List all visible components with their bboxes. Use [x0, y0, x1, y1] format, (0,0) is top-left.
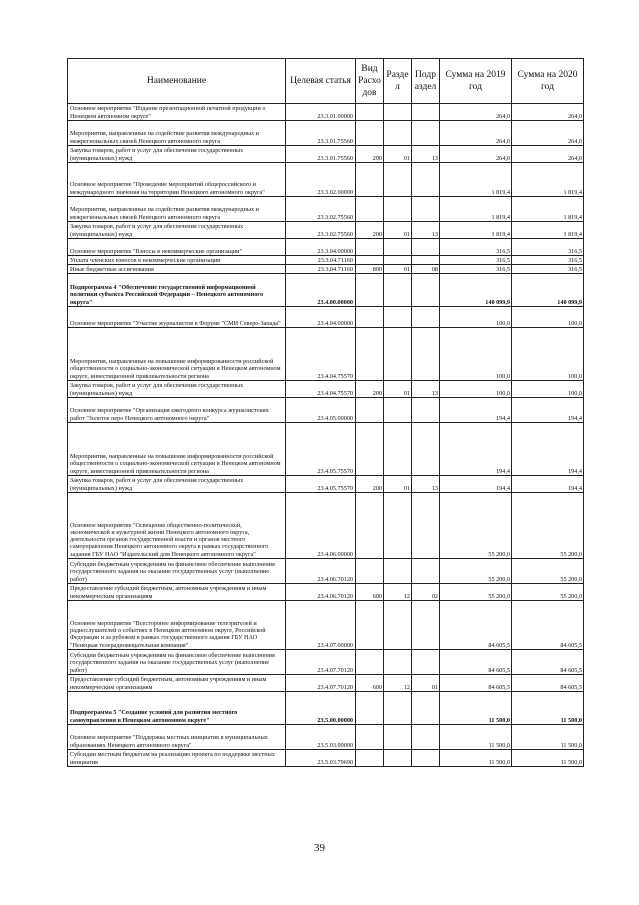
cell-expense-type	[356, 750, 384, 767]
cell-sum-2020: 11 500,0	[512, 750, 584, 767]
cell-target-article: 23.4.05.00000	[286, 398, 356, 423]
cell-subsection	[412, 601, 440, 650]
cell-sum-2019: 264,0	[440, 104, 512, 121]
header-name: Наименование	[68, 59, 286, 104]
cell-sum-2019: 1 819,4	[440, 222, 512, 239]
cell-expense-type	[356, 398, 384, 423]
cell-sum-2020: 55 200,0	[512, 584, 584, 601]
cell-expense-type	[356, 163, 384, 197]
cell-section	[384, 121, 412, 146]
cell-sum-2019: 11 500,0	[440, 692, 512, 725]
cell-section	[384, 274, 412, 307]
cell-subsection	[412, 121, 440, 146]
cell-sum-2020: 140 099,9	[512, 274, 584, 307]
cell-expense-type	[356, 559, 384, 584]
cell-sum-2019: 316,5	[440, 239, 512, 256]
cell-subsection: 02	[412, 584, 440, 601]
cell-sum-2020: 11 500,0	[512, 692, 584, 725]
cell-sum-2020: 100,0	[512, 328, 584, 381]
cell-name: Основное мероприятие "Взносы в некоммерческие организации"	[68, 239, 286, 256]
cell-expense-type: 200	[356, 381, 384, 398]
cell-sum-2019: 194,4	[440, 476, 512, 493]
cell-name: Предоставление субсидий бюджетным, автономным учреждениям и иным некоммерческим организациям	[68, 675, 286, 692]
cell-sum-2019: 194,4	[440, 398, 512, 423]
cell-subsection	[412, 256, 440, 265]
cell-name: Основное мероприятие "Проведение мероприятий общероссийского и международного значения на территории Ненецкого автономного округа"	[68, 163, 286, 197]
cell-name: Субсидии бюджетным учреждениям на финансовое обеспечение выполнения государственного задания на оказание государственных услуг (выполнение работ)	[68, 559, 286, 584]
cell-target-article: 23.4.05.75570	[286, 476, 356, 493]
cell-subsection	[412, 493, 440, 559]
cell-sum-2019: 84 605,5	[440, 650, 512, 675]
table-row	[68, 274, 584, 307]
table-row	[68, 222, 584, 239]
cell-subsection: 13	[412, 146, 440, 163]
cell-subsection	[412, 423, 440, 476]
cell-subsection: 08	[412, 265, 440, 274]
table-row	[68, 559, 584, 584]
header-subsection: Подр аздел	[412, 59, 440, 104]
cell-sum-2019: 1 819,4	[440, 163, 512, 197]
cell-target-article: 23.4.04.75570	[286, 328, 356, 381]
cell-section	[384, 650, 412, 675]
table-row	[68, 307, 584, 328]
cell-subsection	[412, 559, 440, 584]
cell-expense-type: 600	[356, 675, 384, 692]
cell-name: Субсидии бюджетным учреждениям на финансовое обеспечение выполнения государственного задания на оказание государственных услуг (выполнение работ)	[68, 650, 286, 675]
cell-sum-2019: 100,0	[440, 328, 512, 381]
cell-subsection	[412, 398, 440, 423]
cell-sum-2020: 264,0	[512, 121, 584, 146]
cell-sum-2020: 194,4	[512, 398, 584, 423]
cell-expense-type: 200	[356, 222, 384, 239]
cell-name: Мероприятия, направленные на повышение информированности российской общественности о социально-экономической ситуации в Ненецком автономном округе, инвестиционной привлекательности региона	[68, 328, 286, 381]
table-row	[68, 328, 584, 381]
cell-target-article: 23.3.04.71160	[286, 256, 356, 265]
cell-section	[384, 493, 412, 559]
cell-name: Субсидии местным бюджетам на реализацию проекта по поддержке местных инициатив	[68, 750, 286, 767]
cell-section	[384, 163, 412, 197]
cell-section	[384, 197, 412, 222]
cell-expense-type	[356, 256, 384, 265]
table-row	[68, 423, 584, 476]
cell-sum-2019: 140 099,9	[440, 274, 512, 307]
cell-expense-type	[356, 328, 384, 381]
cell-expense-type	[356, 239, 384, 256]
cell-target-article: 23.4.07.70120	[286, 675, 356, 692]
cell-target-article: 23.3.04.71160	[286, 265, 356, 274]
cell-sum-2019: 11 500,0	[440, 725, 512, 750]
cell-section	[384, 307, 412, 328]
cell-target-article: 23.3.02.75560	[286, 197, 356, 222]
cell-sum-2019: 316,5	[440, 265, 512, 274]
cell-expense-type	[356, 493, 384, 559]
cell-name: Мероприятия, направленные на содействие развития международных и межрегиональных связей Ненецкого автономного округа	[68, 197, 286, 222]
table-row	[68, 725, 584, 750]
cell-section: 01	[384, 222, 412, 239]
table-row	[68, 675, 584, 692]
cell-target-article: 23.4.05.75570	[286, 423, 356, 476]
cell-name: Мероприятия, направленные на повышение информированности российской общественности о социально-экономической ситуации в Ненецком автономном округе, инвестиционной привлекательности региона	[68, 423, 286, 476]
cell-name: Уплата членских взносов в некоммерческие организации	[68, 256, 286, 265]
table-row	[68, 493, 584, 559]
cell-sum-2019: 100,0	[440, 381, 512, 398]
table-row	[68, 750, 584, 767]
table-row	[68, 121, 584, 146]
cell-section	[384, 104, 412, 121]
header-sum-2020: Сумма на 2020 год	[512, 59, 584, 104]
cell-sum-2019: 55 200,0	[440, 584, 512, 601]
cell-expense-type	[356, 197, 384, 222]
cell-sum-2020: 316,5	[512, 265, 584, 274]
cell-subsection	[412, 197, 440, 222]
cell-target-article: 23.4.00.00000	[286, 274, 356, 307]
table-row	[68, 256, 584, 265]
cell-sum-2020: 264,0	[512, 146, 584, 163]
cell-sum-2020: 84 605,5	[512, 601, 584, 650]
cell-name: Основное мероприятие "Всесторонее информирование телезрителей и радиослушателей о событиях в Ненецком автономном округе, Российской Федерации и за рубежом в рамках государственного задания ГБУ НАО "Ненецкая телерадиовещательная компания"	[68, 601, 286, 650]
cell-name: Подпрограмма 5 "Создание условий для развития местного самоуправления в Ненецком автономном округе"	[68, 692, 286, 725]
cell-subsection	[412, 725, 440, 750]
cell-expense-type	[356, 307, 384, 328]
table-row	[68, 476, 584, 493]
cell-sum-2019: 84 605,5	[440, 601, 512, 650]
cell-section	[384, 601, 412, 650]
table-row	[68, 163, 584, 197]
cell-name: Мероприятия, направленные на содействие развития международных и межрегиональных связей Ненецкого автономного округа	[68, 121, 286, 146]
cell-sum-2020: 316,5	[512, 256, 584, 265]
cell-target-article: 23.5.00.00000	[286, 692, 356, 725]
cell-target-article: 23.4.06.70120	[286, 584, 356, 601]
cell-expense-type	[356, 274, 384, 307]
table-body	[68, 104, 584, 767]
cell-target-article: 23.3.02.75560	[286, 222, 356, 239]
cell-sum-2020: 84 605,5	[512, 650, 584, 675]
cell-section	[384, 559, 412, 584]
cell-sum-2020: 84 605,5	[512, 675, 584, 692]
table-row	[68, 650, 584, 675]
cell-section	[384, 398, 412, 423]
table-row	[68, 398, 584, 423]
cell-section: 01	[384, 146, 412, 163]
table-row	[68, 239, 584, 256]
cell-target-article: 23.4.04.00000	[286, 307, 356, 328]
cell-target-article: 23.3.02.00000	[286, 163, 356, 197]
cell-sum-2020: 1 819,4	[512, 197, 584, 222]
cell-section: 01	[384, 381, 412, 398]
cell-section	[384, 692, 412, 725]
cell-sum-2019: 100,0	[440, 307, 512, 328]
cell-expense-type	[356, 725, 384, 750]
cell-subsection: 13	[412, 222, 440, 239]
cell-target-article: 23.5.03.79690	[286, 750, 356, 767]
cell-sum-2020: 264,0	[512, 104, 584, 121]
cell-expense-type	[356, 601, 384, 650]
cell-name: Основное мероприятие "Участие журналистов в Форуме "СМИ Северо-Запада"	[68, 307, 286, 328]
cell-expense-type: 800	[356, 265, 384, 274]
cell-target-article: 23.5.03.00000	[286, 725, 356, 750]
cell-sum-2020: 194,4	[512, 476, 584, 493]
cell-sum-2019: 11 500,0	[440, 750, 512, 767]
cell-sum-2020: 194,4	[512, 423, 584, 476]
cell-name: Иные бюджетные ассигнования	[68, 265, 286, 274]
cell-subsection	[412, 307, 440, 328]
cell-sum-2020: 55 200,0	[512, 559, 584, 584]
cell-sum-2019: 1 819,4	[440, 197, 512, 222]
cell-target-article: 23.4.07.00000	[286, 601, 356, 650]
cell-sum-2019: 264,0	[440, 121, 512, 146]
cell-expense-type	[356, 423, 384, 476]
cell-name: Основное мероприятие "Поддержка местных инициатив в муниципальных образованиях Ненецкого автономного округа"	[68, 725, 286, 750]
cell-section	[384, 750, 412, 767]
cell-sum-2019: 55 200,0	[440, 559, 512, 584]
cell-expense-type: 600	[356, 584, 384, 601]
cell-sum-2020: 1 819,4	[512, 222, 584, 239]
table-row	[68, 265, 584, 274]
header-sum-2019: Сумма на 2019 год	[440, 59, 512, 104]
cell-name: Закупка товаров, работ и услуг для обеспечения государственных (муниципальных) нужд	[68, 146, 286, 163]
cell-section: 01	[384, 265, 412, 274]
table-row	[68, 692, 584, 725]
header-section: Разде л	[384, 59, 412, 104]
table-header	[68, 59, 584, 104]
cell-target-article: 23.4.07.70120	[286, 650, 356, 675]
cell-section: 12	[384, 584, 412, 601]
cell-subsection	[412, 239, 440, 256]
cell-sum-2019: 194,4	[440, 423, 512, 476]
cell-section	[384, 328, 412, 381]
cell-expense-type	[356, 650, 384, 675]
cell-expense-type: 200	[356, 476, 384, 493]
header-row	[68, 59, 584, 104]
cell-sum-2020: 100,0	[512, 307, 584, 328]
cell-target-article: 23.3.01.75560	[286, 146, 356, 163]
cell-subsection	[412, 104, 440, 121]
cell-section	[384, 725, 412, 750]
cell-section	[384, 256, 412, 265]
cell-subsection	[412, 692, 440, 725]
cell-subsection	[412, 750, 440, 767]
cell-sum-2020: 11 500,0	[512, 725, 584, 750]
cell-name: Основное мероприятие "Издание презентационной печатной продукции о Ненецком автономном округе"	[68, 104, 286, 121]
cell-subsection: 13	[412, 476, 440, 493]
cell-subsection	[412, 328, 440, 381]
table-row	[68, 104, 584, 121]
table-row	[68, 601, 584, 650]
cell-subsection	[412, 163, 440, 197]
cell-section	[384, 423, 412, 476]
cell-sum-2019: 84 605,5	[440, 675, 512, 692]
cell-subsection: 01	[412, 675, 440, 692]
cell-target-article: 23.4.06.70120	[286, 559, 356, 584]
cell-sum-2020: 55 200,0	[512, 493, 584, 559]
cell-target-article: 23.3.01.75560	[286, 121, 356, 146]
cell-target-article: 23.4.04.75570	[286, 381, 356, 398]
table-row	[68, 197, 584, 222]
header-expense-type: Вид Расхо дов	[356, 59, 384, 104]
header-target-article: Целевая статья	[286, 59, 356, 104]
cell-expense-type	[356, 121, 384, 146]
cell-section	[384, 239, 412, 256]
cell-section: 12	[384, 675, 412, 692]
cell-name: Закупка товаров, работ и услуг для обеспечения государственных (муниципальных) нужд	[68, 222, 286, 239]
table-row	[68, 381, 584, 398]
cell-expense-type	[356, 692, 384, 725]
cell-sum-2019: 264,0	[440, 146, 512, 163]
cell-name: Подпрограмма 4 "Обеспечение государственной информационной политики субъекта Российской Федерации – Ненецкого автономного округа"	[68, 274, 286, 307]
cell-subsection	[412, 274, 440, 307]
budget-table	[67, 58, 584, 767]
cell-name: Предоставление субсидий бюджетным, автономным учреждениям и иным некоммерческим организациям	[68, 584, 286, 601]
cell-sum-2020: 1 819,4	[512, 163, 584, 197]
cell-expense-type: 200	[356, 146, 384, 163]
table-row	[68, 146, 584, 163]
cell-name: Закупка товаров, работ и услуг для обеспечения государственных (муниципальных) нужд	[68, 381, 286, 398]
table-row	[68, 584, 584, 601]
cell-name: Основное мероприятие "Организация ежегодного конкурса журналистских работ "Золотое перо Ненецкого автономного округа"	[68, 398, 286, 423]
cell-subsection: 13	[412, 381, 440, 398]
cell-sum-2019: 55 200,0	[440, 493, 512, 559]
page-number: 39	[314, 842, 325, 854]
cell-sum-2019: 316,5	[440, 256, 512, 265]
cell-section: 01	[384, 476, 412, 493]
cell-name: Основное мероприятие "Освещение общественно-политической, экономической и культурной жизни Ненецкого автономного округа, деятельности органов государственной власти и органов местного самоуправления Ненецкого автономного округа в рамках государственного задания ГБУ НАО "Издательский дом Ненецкого автономного округа"	[68, 493, 286, 559]
cell-target-article: 23.3.04.00000	[286, 239, 356, 256]
cell-sum-2020: 316,5	[512, 239, 584, 256]
cell-target-article: 23.4.06.00000	[286, 493, 356, 559]
cell-target-article: 23.3.01.00000	[286, 104, 356, 121]
cell-expense-type	[356, 104, 384, 121]
cell-name: Закупка товаров, работ и услуг для обеспечения государственных (муниципальных) нужд	[68, 476, 286, 493]
cell-sum-2020: 100,0	[512, 381, 584, 398]
cell-subsection	[412, 650, 440, 675]
